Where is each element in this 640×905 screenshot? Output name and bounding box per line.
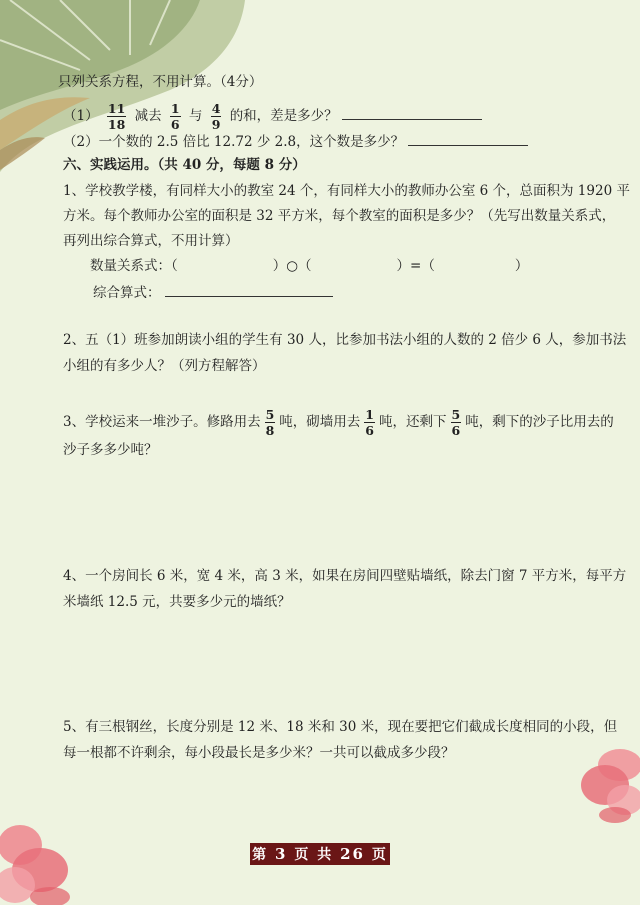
formula-label: 综合算式： <box>93 285 161 301</box>
p6-q1-line1: 1、学校教学楼，有同样大小的教室 24 个，有同样大小的教师办公室 6 个，总面积为 1920 平 <box>63 183 630 199</box>
p6-q1-formula-row <box>93 282 333 303</box>
relation-end: ） <box>514 258 529 274</box>
formula-answer-blank[interactable] <box>165 282 333 297</box>
q1-and-text: 与 <box>188 108 203 124</box>
page-suffix: 页 <box>364 847 388 863</box>
fraction-11-18: $\frac{11}{18}$ <box>107 101 126 132</box>
p6-q3-line2: 沙子多多少吨？ <box>63 442 158 458</box>
total-pages-number: 26 <box>340 845 365 863</box>
lotus-flower-left-decoration <box>0 815 75 905</box>
q1-minus-text: 减去 <box>134 108 162 124</box>
p6-q1-line3: 再列出综合算式，不用计算） <box>63 233 239 249</box>
part5-intro: 只列关系方程，不用计算。（4分） <box>58 74 263 90</box>
page-middle: 页 共 <box>287 847 341 863</box>
q3-text-d: 吨，剩下的沙子比用去的 <box>465 414 614 430</box>
relation-mid-2: ）=（ <box>396 258 435 274</box>
p6-q5-line1: 5、有三根钢丝，长度分别是 12 米、18 米和 30 米，现在要把它们截成长度相同的小段，但 <box>63 719 618 735</box>
relation-mid-1: ）○（ <box>272 258 312 274</box>
q3-text-b: 吨，砌墙用去 <box>279 414 361 430</box>
fraction-4-9: $\frac{4}{9}$ <box>211 101 221 132</box>
lotus-flower-right-decoration <box>575 735 640 825</box>
p6-q3-line1 <box>63 403 614 441</box>
p6-q2-line2: 小组的有多少人？（列方程解答） <box>63 358 266 374</box>
q1-number: （1） <box>63 108 99 124</box>
p6-q4-line1: 4、一个房间长 6 米，宽 4 米，高 3 米，如果在房间四壁贴墙纸，除去门窗 7 平方米，每平方 <box>63 568 627 584</box>
current-page-number: 3 <box>275 845 288 863</box>
fraction-5-8: $\frac{5}{8}$ <box>265 407 275 438</box>
p6-q4-line2: 米墙纸 12.5 元，共要多少元的墙纸？ <box>63 594 291 610</box>
q3-text-a: 3、学校运来一堆沙子。修路用去 <box>63 414 261 430</box>
q2-text: （2）一个数的 2.5 倍比 12.72 少 2.8，这个数是多少？ <box>63 134 405 150</box>
fraction-1-6: $\frac{1}{6}$ <box>170 101 180 132</box>
p6-q1-line2: 方米。每个教师办公室的面积是 32 平方米，每个教室的面积是多少？（先写出数量关系式， <box>63 208 616 224</box>
q2-answer-blank[interactable] <box>408 131 528 146</box>
relation-label: 数量关系式：（ <box>90 258 178 274</box>
q1-answer-blank[interactable] <box>342 105 482 120</box>
p6-q1-relation-row <box>90 256 528 276</box>
p6-q2-line1: 2、五（1）班参加朗读小组的学生有 30 人，比参加书法小组的人数的 2 倍少 6 人，参加书法 <box>63 332 627 348</box>
page-prefix: 第 <box>252 847 276 863</box>
part6-heading: 六、实践运用。（共 40 分，每题 8 分） <box>63 157 306 173</box>
part5-question-1 <box>63 97 482 135</box>
p6-q5-line2: 每一根都不许剩余，每小段最长是多少米？一共可以截成多少段？ <box>63 745 455 761</box>
q3-text-c: 吨，还剩下 <box>379 414 447 430</box>
page-indicator <box>250 843 390 865</box>
part5-question-2 <box>63 131 528 152</box>
q1-tail-text: 的和，差是多少？ <box>229 108 338 124</box>
fraction-1-6-q3: $\frac{1}{6}$ <box>365 407 374 438</box>
fraction-5-6: $\frac{5}{6}$ <box>451 407 461 438</box>
